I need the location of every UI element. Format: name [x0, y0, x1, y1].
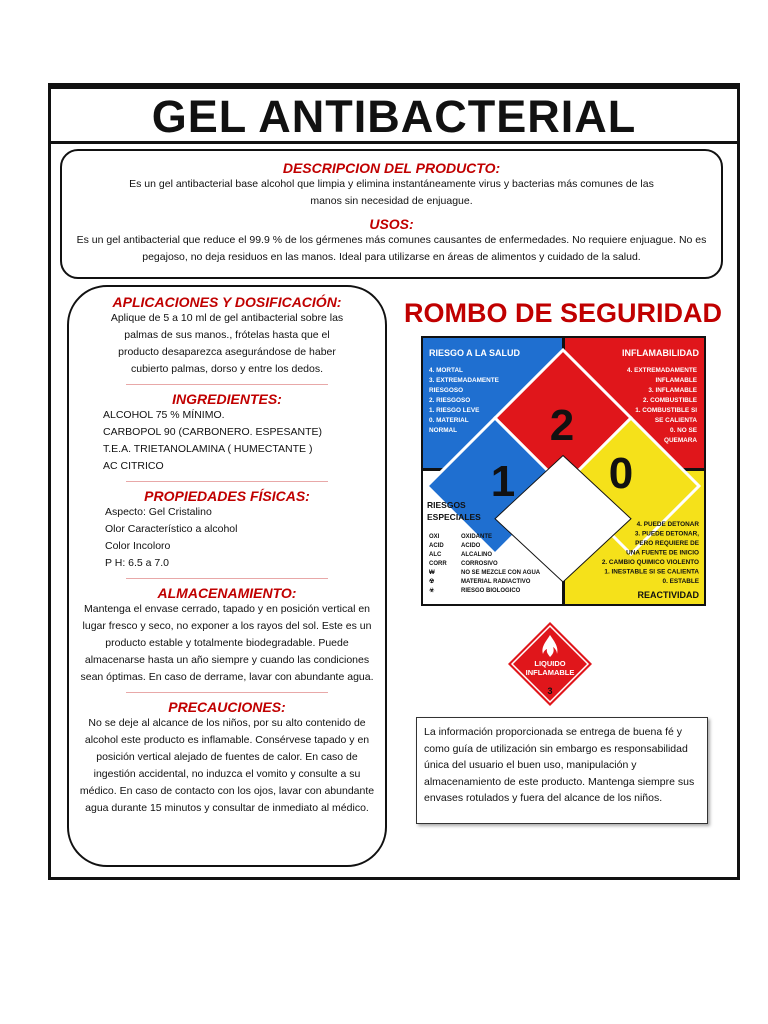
- special-code: OXI: [429, 534, 440, 540]
- ingredient-item: T.E.A. TRIETANOLAMINA ( HUMECTANTE ): [103, 443, 313, 455]
- flammability-scale-item: QUEMARA: [663, 437, 697, 444]
- precauciones-title: PRECAUCIONES:: [168, 699, 286, 715]
- aplicaciones-text: Aplique de 5 a 10 ml de gel antibacterial sobre las palmas de sus manos., frótelas hasta que el producto desaparezca asegurándose de haber cubierto palmas, dorso y entre los dedos.: [110, 312, 344, 375]
- special-code: ☣: [429, 588, 435, 594]
- separator: [126, 578, 328, 579]
- flammability-scale-item: 4. EXTREMADAMENTE: [627, 367, 697, 374]
- flammability-value: 2: [549, 401, 575, 450]
- special-code: ☢: [429, 579, 435, 585]
- flammability-scale-item: 2. COMBUSTIBLE: [643, 397, 697, 404]
- description-title: DESCRIPCION DEL PRODUCTO:: [282, 160, 501, 176]
- separator: [126, 481, 328, 482]
- reactivity-scale-item: 0. ESTABLE: [662, 578, 699, 585]
- health-scale-item: 1. RIESGO LEVE: [429, 407, 480, 414]
- property-item: Color Incoloro: [105, 540, 171, 552]
- property-item: P H: 6.5 a 7.0: [105, 557, 170, 569]
- nfpa-diamond-chart: [421, 336, 706, 606]
- health-value: 1: [490, 457, 516, 506]
- health-label: RIESGO A LA SALUD: [429, 348, 521, 358]
- special-code: CORR: [429, 561, 447, 567]
- health-scale-item: NORMAL: [429, 427, 458, 434]
- health-scale-item: RIESGOSO: [429, 387, 464, 394]
- separator: [126, 692, 328, 693]
- reactivity-scale-item: 1. INESTABLE SI SE CALIENTA: [604, 568, 699, 576]
- special-description: ACIDO: [461, 543, 481, 549]
- special-description: ALCALINO: [461, 552, 492, 558]
- reactivity-scale-item: UNA FUENTE DE INICIO: [626, 549, 699, 557]
- product-description-box: [60, 149, 723, 279]
- reactivity-label: REACTIVIDAD: [637, 590, 699, 600]
- ingredient-item: AC CITRICO: [103, 460, 164, 472]
- health-scale-item: 3. EXTREMADAMENTE: [429, 377, 499, 384]
- special-description: MATERIAL RADIACTIVO: [461, 579, 531, 585]
- flammability-scale-item: 1. COMBUSTIBLE SI: [635, 407, 697, 414]
- flammability-scale-item: INFLAMABLE: [655, 377, 697, 384]
- usos-title: USOS:: [369, 216, 414, 232]
- usos-text: Es un gel antibacterial que reduce el 99.9 % de los gérmenes más comunes causantes de enfermedades. No requiere enjuague. No es pegajoso, no deja residuos en las manos. Ideal para utilizarse en áreas de alimentos y cuidado de la salud.: [76, 234, 707, 263]
- left-info-box: [67, 285, 387, 867]
- special-description: RIESGO BIOLOGICO: [461, 588, 521, 594]
- rombo-title: ROMBO DE SEGURIDAD: [404, 298, 723, 328]
- reactivity-scale-item: PERO REQUIERE DE: [635, 540, 699, 547]
- almacenamiento-title: ALMACENAMIENTO:: [157, 585, 297, 601]
- special-description: NO SE MEZCLE CON AGUA: [461, 570, 541, 576]
- placard-class-number: 3: [547, 686, 553, 696]
- health-scale-item: 0. MATERIAL: [429, 417, 469, 424]
- flammability-scale-item: 3. INFLAMABLE: [648, 387, 697, 394]
- reactivity-scale-item: 4. PUEDE DETONAR: [636, 521, 699, 528]
- special-label-1: RIESGOS: [427, 500, 466, 510]
- aplicaciones-title: APLICACIONES Y DOSIFICACIÓN:: [112, 294, 342, 310]
- propiedades-title: PROPIEDADES FÍSICAS:: [144, 488, 310, 504]
- special-description: CORROSIVO: [461, 561, 498, 567]
- special-description: OXIDANTE: [461, 534, 493, 540]
- almacenamiento-text: Mantenga el envase cerrado, tapado y en posición vertical en lugar fresco y seco, no exponer a los rayos del sol. Este es un producto estable y totalmente biodegradable. Puede almacenarse hasta un año siempre y cuando las condiciones sean óptimas. En caso de derrame, lavar con abundante agua.: [80, 603, 374, 683]
- health-scale-item: 4. MORTAL: [429, 367, 463, 374]
- reactivity-value: 0: [608, 449, 634, 498]
- placard-line1: LIQUIDO: [534, 659, 566, 668]
- description-text: Es un gel antibacterial base alcohol que limpia y elimina instantáneamente virus y bacterias más comunes de las manos sin necesidad de enjuague.: [129, 178, 654, 207]
- reactivity-scale-item: 3. PUEDE DETONAR,: [634, 530, 699, 538]
- title-bar: [48, 83, 740, 144]
- special-code: ALC: [429, 552, 442, 558]
- precauciones-text: No se deje al alcance de los niños, por su alto contenido de alcohol este producto es inflamable. Consérvese tapado y en posición vertical alejado de fuentes de calor. En caso de ingestión accidental, no induzca el vomito y consulte a su médico. En caso de contacto con los ojos, lavar con abundante agua durante 15 minutos y consultar de inmediato al médico.: [79, 717, 375, 814]
- ingredient-item: ALCOHOL 75 % MÍNIMO.: [103, 409, 225, 421]
- special-code: ₩: [429, 570, 435, 576]
- flammability-scale-item: 0. NO SE: [670, 427, 697, 434]
- property-item: Olor Característico a alcohol: [105, 523, 238, 535]
- separator: [126, 384, 328, 385]
- health-scale-item: 2. RIESGOSO: [429, 397, 471, 404]
- page-title: GEL ANTIBACTERIAL: [151, 91, 637, 142]
- special-label-2: ESPECIALES: [427, 512, 481, 522]
- flammability-scale-item: SE CALIENTA: [654, 417, 697, 424]
- reactivity-scale-item: 2. CAMBIO QUIMICO VIOLENTO: [601, 559, 699, 566]
- property-item: Aspecto: Gel Cristalino: [105, 506, 212, 518]
- special-code: ACID: [429, 543, 444, 549]
- flammable-liquid-placard: [507, 621, 593, 707]
- flammability-label: INFLAMABILIDAD: [622, 348, 699, 358]
- ingredientes-title: INGREDIENTES:: [172, 391, 282, 407]
- info-box: La información proporcionada se entrega de buena fé y como guía de utilización sin embargo es responsabilidad única del usuario el buen uso, manipulación y almacenamiento de este producto. Mantenga siempre sus envases rotulados y fuera del alcance de los niños.: [416, 717, 708, 824]
- placard-line2: INFLAMABLE: [525, 668, 575, 677]
- ingredient-item: CARBOPOL 90 (CARBONERO. ESPESANTE): [103, 426, 322, 438]
